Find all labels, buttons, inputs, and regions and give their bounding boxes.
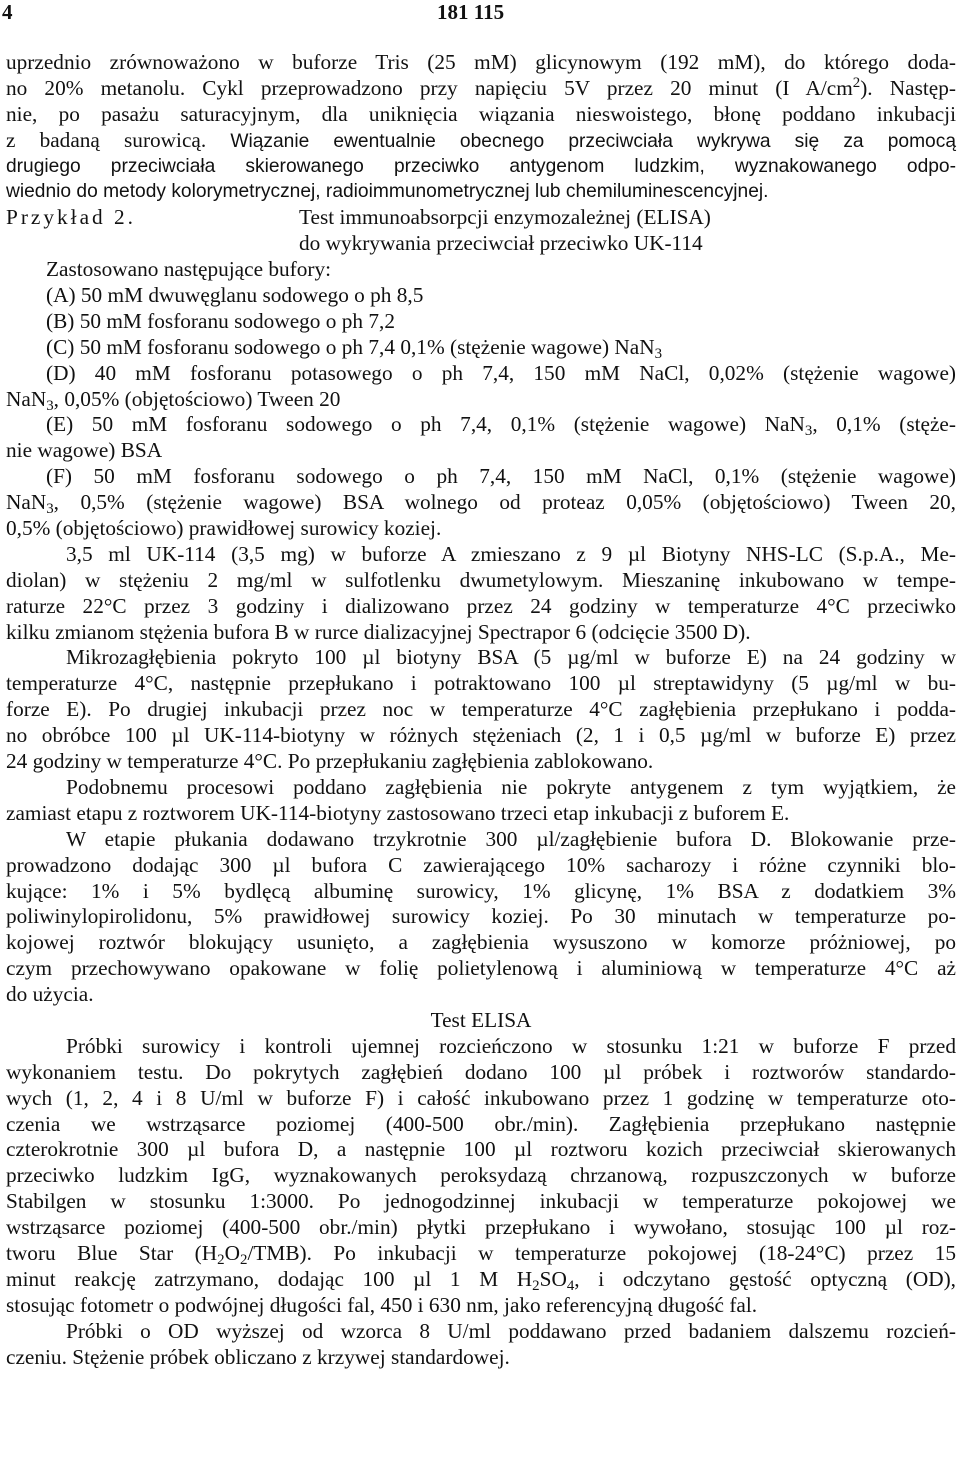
text-line: uprzednio zrównoważono w buforze Tris (25 mM) glicynowym (192 mM), do którego doda- [6,50,956,74]
buffer-item: (D) 40 mM fosforanu potasowego o ph 7,4, 150 mM NaCl, 0,02% (stężenie wagowe) [46,360,956,385]
text-line: czym przechowywano opakowane w folię polietylenową i aluminiową w temperaturze 4°C aż [6,956,956,981]
text-line: czterokrotnie 300 µl bufora D, a następnie 100 µl roztworu kozich przeciwciał skierowanych [6,1137,956,1162]
text-line: przeciwko ludzkim IgG, wyznakowanych peroksydazą chrzanową, rozpuszczonych w buforze [6,1163,956,1188]
buffer-item: (F) 50 mM fosforanu sodowego o ph 7,4, 150 mM NaCl, 0,1% (stężenie wagowe) [46,464,956,489]
buffer-item: (E) 50 mM fosforanu sodowego o ph 7,4, 0,1% (stężenie wagowe) NaN$_3$, 0,1% (stęże- [46,412,956,440]
text-line: wstrząsarce poziomej (400-500 obr./min) płytki przepłukano i wywołano, stosując 100 µl roz- [6,1215,956,1240]
text-line: tworu Blue Star $(H_2O_2/TMB)$. Po inkubacji w temperaturze pokojowej (18-24°C) przez 15 [6,1240,956,1268]
page-number: 4 [2,0,13,24]
text-line: Zastosowano następujące bufory: [46,257,332,282]
text-line: raturze 22°C przez 3 godziny i dializowano przez 24 godziny w temperaturze 4°C przeciwko [6,593,956,618]
page-header [0,0,960,30]
buffer-item: (A) 50 mM dwuwęglanu sodowego o ph 8,5 [46,283,424,308]
patent-number: 181 115 [437,0,505,24]
buffer-item: (B) 50 mM fosforanu sodowego o ph 7,2 [46,308,395,333]
text-line: poliwinylopirolidonu, 5% prawidłowej surowicy koziej. Po 30 minutach w temperaturze po- [6,904,956,929]
text-line: drugiego przeciwciała skierowanego przeciwko antygenom ludzkim, wyznakowanego odpo- [6,155,956,177]
text-line: W etapie płukania dodawano trzykrotnie 300 µl/zagłębienie bufora D. Blokowanie prze- [66,826,956,851]
text-line: Mikrozagłębienia pokryto 100 µl biotyny BSA (5 µg/ml w buforze E) na 24 godziny w [66,645,956,670]
text-line: Próbki surowicy i kontroli ujemnej rozcieńczono w stosunku 1:21 w buforze F przed [66,1033,956,1058]
text-line: NaN$_3$, 0,05% (objętościowo) Tween 20 [6,386,341,414]
buffer-item: (C) 50 mM fosforanu sodowego o ph 7,4 0,1% (stężenie wagowe) NaN$_3$ [46,334,663,362]
text-line: forze E). Po drugiej inkubacji przez noc w temperaturze 4°C zagłębienia przepłukano i podda- [6,697,956,722]
text-line: Próbki o OD wyższej od wzorca 8 U/ml poddawano przed badaniem dalszemu rozcień- [66,1318,956,1343]
text-line: wiednio do metody kolorymetrycznej, radioimmunometrycznej lub chemiluminescencyjnej. [6,181,769,203]
text-line: wykonaniem testu. Do pokrytych zagłębień dodano 100 µl próbek i roztworów standardo- [6,1059,956,1084]
text-line: nie, po pasażu saturacyjnym, dla uniknięcia wiązania nieswoistego, błonę poddano inkubacji [6,101,956,126]
example-label: Przykład 2. [6,205,137,230]
text-line: czenia we wstrząsarce poziomej (400-500 obr./min). Zagłębienia przepłukano następnie [6,1111,956,1136]
text-line: nie wagowe) BSA [6,438,163,463]
text-line: kilku zmianom stężenia bufora B w rurce dializacyjnej Spectrapor 6 (odcięcie 3500 D). [6,619,751,644]
text-line: temperaturze 4°C, następnie przepłukano i potraktowano 100 µl streptawidyny (5 µg/ml w bu- [6,671,956,696]
text-line: NaN$_3$, 0,5% (stężenie wagowe) BSA wolnego od proteaz 0,05% (objętościowo) Tween 20, [6,490,956,518]
text-line: no 20% metanolu. Cykl przeprowadzono przy napięciu 5V przez 20 minut (I $A/cm^2$). Następ- [6,74,956,100]
example-heading [6,205,956,231]
text-line: wych (1, 2, 4 i 8 U/ml w buforze F) i całość inkubowano przez 1 godzinę w temperaturze oto- [6,1085,956,1110]
document-body [6,50,956,1370]
example-title-line2: do wykrywania przeciwciał przeciwko UK-114 [299,231,703,256]
text-line: kojowej roztwór blokujący usunięto, a zagłębienia wysuszono w komorze próżniowej, po [6,930,956,955]
example-title: Test immunoabsorpcji enzymozależnej (ELISA) [299,205,711,230]
text-line: kujące: 1% i 5% bydlęcą albuminę surowicy, 1% glicynę, 1% BSA z dodatkiem 3% [6,878,956,903]
text-line: zamiast etapu z roztworem UK-114-biotyny zastosowano trzeci etap inkubacji z buforem E. [6,800,790,825]
text-line: Stabilgen w stosunku 1:3000. Po jednogodzinnej inkubacji w temperaturze pokojowej we [6,1189,956,1214]
text-line: diolan) w stężeniu 2 mg/ml w sulfotlenku dwumetylowym. Mieszaninę inkubowano w tempe- [6,567,956,592]
text-line: stosując fotometr o podwójnej długości fal, 450 i 630 nm, jako referencyjną długość fal. [6,1292,758,1317]
text-line: 24 godziny w temperaturze 4°C. Po przepłukaniu zagłębienia zablokowano. [6,749,654,774]
text-line: minut reakcję zatrzymano, dodając 100 µl 1 M $H_2SO_4$, i odczytano gęstość optyczną (OD), [6,1266,956,1294]
text-line: Podobnemu procesowi poddano zagłębienia nie pokryte antygenem z tym wyjątkiem, że [66,774,956,799]
text-line: z badaną surowicą. Wiązanie ewentualnie obecnego przeciwciała wykrywa się za pomocą [6,127,956,152]
text-line: do użycia. [6,982,94,1007]
section-heading: Test ELISA [430,1007,532,1032]
text-line: 3,5 ml UK-114 (3,5 mg) w buforze A zmieszano z 9 µl Biotyny NHS-LC (S.p.A., Me- [66,541,956,566]
text-line: 0,5% (objętościowo) prawidłowej surowicy koziej. [6,516,442,541]
text-line: no obróbce 100 µl UK-114-biotyny w różnych stężeniach (2, 1 i 0,5 µg/ml w buforze E) przez [6,723,956,748]
text-line: czeniu. Stężenie próbek obliczano z krzywej standardowej. [6,1344,510,1369]
text-line: prowadzono dodając 300 µl bufora C zawierającego 10% sacharozy i różne czynniki blo- [6,852,956,877]
